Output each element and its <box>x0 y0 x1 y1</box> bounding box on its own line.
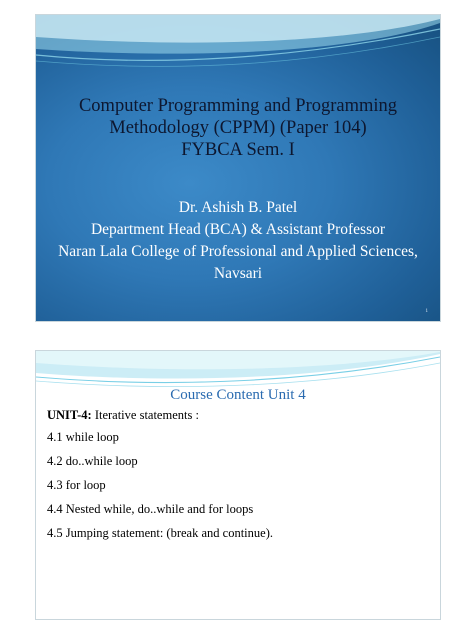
author-role: Department Head (BCA) & Assistant Professor <box>90 221 386 238</box>
list-item: 4.4 Nested while, do..while and for loops <box>47 502 254 516</box>
unit-text: Iterative statements : <box>91 408 199 422</box>
author-block <box>36 197 440 285</box>
title-line: Methodology (CPPM) (Paper 104) <box>109 118 367 138</box>
list-item: 4.2 do..while loop <box>47 454 138 468</box>
wave-decoration <box>36 15 440 85</box>
list-item: 4.1 while loop <box>47 430 119 444</box>
list-item: 4.5 Jumping statement: (break and continue). <box>47 526 273 540</box>
slide-number: 1 <box>425 309 428 314</box>
title-line: FYBCA Sem. I <box>181 140 295 160</box>
content-slide <box>35 350 441 620</box>
title-line: Computer Programming and Programming <box>78 96 398 116</box>
content-list <box>47 405 273 545</box>
list-item: 4.3 for loop <box>47 478 106 492</box>
unit-label: UNIT-4: <box>47 408 92 422</box>
college-name: Naran Lala College of Professional and Applied Sciences, <box>58 243 418 260</box>
title-slide <box>35 14 441 322</box>
college-city: Navsari <box>213 265 263 282</box>
wave-decoration <box>36 351 440 391</box>
slide-title: Course Content Unit 4 <box>170 387 306 403</box>
author-name: Dr. Ashish B. Patel <box>178 199 298 216</box>
unit-heading <box>47 405 273 425</box>
presentation-title <box>36 95 440 161</box>
